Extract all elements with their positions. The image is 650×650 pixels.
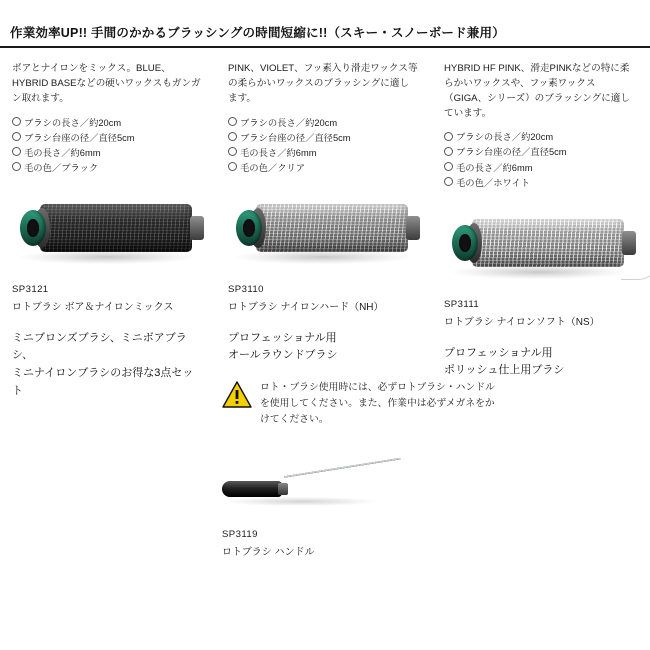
circle-bullet-icon — [228, 147, 237, 156]
brush-body — [256, 204, 408, 252]
brush-end-cap — [236, 210, 262, 246]
warning-text: ロト・ブラシ使用時には、必ずロトブラシ・ハンドルを使用してください。また、作業中は必ずメガネをかけてください。 — [260, 382, 495, 425]
spec-item — [228, 131, 418, 146]
circle-bullet-icon — [228, 162, 237, 171]
spec-text: 毛の長さ／約6mm — [240, 147, 317, 158]
spec-item — [228, 146, 418, 161]
product-column-2 — [216, 62, 432, 400]
image-shadow — [22, 250, 192, 264]
brush-body — [472, 219, 624, 267]
usage-line-2: ポリッシュ仕上用ブラシ — [444, 364, 565, 377]
model-code: SP3110 — [228, 283, 264, 295]
spec-list — [12, 116, 202, 176]
spec-text: 毛の色／ホワイト — [456, 177, 531, 188]
product-image-wrap — [12, 192, 202, 278]
rotary-brush-clear-icon — [230, 200, 416, 260]
usage-text — [444, 345, 634, 380]
model-name: ロトブラシ ナイロンハード（NH） — [228, 301, 384, 313]
page-header — [0, 18, 650, 48]
usage-line-2: オールラウンドブラシ — [228, 349, 338, 362]
circle-bullet-icon — [228, 117, 237, 126]
spec-item — [228, 116, 418, 131]
product-description: PINK、VIOLET、フッ素入り滑走ワックス等の柔らかいワックスのブラッシングに適します。 — [228, 63, 418, 104]
spec-item — [228, 161, 418, 176]
handle-product — [222, 445, 482, 558]
page-title: 作業効率UP!! 手間のかかるブラッシングの時間短縮に!!（スキー・スノーボード兼用） — [10, 26, 505, 40]
circle-bullet-icon — [444, 162, 453, 171]
usage-line-1: ミニブロンズブラシ、ミニボアブラシ、 — [12, 331, 187, 362]
model-name: ロトブラシ ハンドル — [222, 547, 315, 558]
spec-item — [12, 146, 202, 161]
spec-item — [444, 161, 634, 176]
circle-bullet-icon — [444, 177, 453, 186]
usage-text — [12, 330, 202, 400]
product-description: ボアとナイロンをミックス。BLUE、HYBRID BASEなどの硬いワックスもガンガン取れます。 — [12, 63, 201, 104]
product-description: HYBRID HF PINK、滑走PINKなどの特に柔らかいワックスや、フッ素ワックス（GIGA、シリーズ）のブラッシングに適しています。 — [444, 63, 630, 119]
usage-line-1: プロフェッショナル用 — [228, 331, 337, 344]
spec-text: 毛の色／ブラック — [24, 162, 99, 173]
spec-text: 毛の色／クリア — [240, 162, 306, 173]
usage-line-1: プロフェッショナル用 — [444, 346, 553, 359]
brush-end-cap — [452, 225, 478, 261]
circle-bullet-icon — [228, 132, 237, 141]
product-columns — [0, 62, 650, 400]
handle-grip — [222, 481, 282, 497]
usage-line-2: ミニナイロンブラシのお得な3点セット — [12, 366, 194, 397]
warning-notice — [222, 380, 502, 428]
rotary-brush-handle-icon — [222, 445, 452, 525]
brush-tip — [406, 216, 420, 240]
image-shadow — [226, 497, 376, 506]
product-image-wrap — [444, 207, 634, 293]
model-name: ロトブラシ ナイロンソフト（NS） — [444, 316, 600, 328]
circle-bullet-icon — [12, 132, 21, 141]
circle-bullet-icon — [444, 132, 453, 141]
spec-item — [444, 145, 634, 160]
brush-end-cap — [20, 210, 46, 246]
spec-text: ブラシ台座の径／直径5cm — [24, 132, 135, 143]
spec-item — [444, 130, 634, 145]
model-code: SP3111 — [444, 298, 480, 310]
model-code: SP3121 — [12, 283, 49, 295]
circle-bullet-icon — [12, 162, 21, 171]
handle-shaft — [282, 447, 402, 489]
usage-text — [228, 330, 418, 365]
spec-text: 毛の長さ／約6mm — [456, 162, 533, 173]
rotary-brush-white-icon — [446, 215, 632, 275]
spec-text: 毛の長さ／約6mm — [24, 147, 101, 158]
spec-text: ブラシ台座の径／直径5cm — [456, 147, 567, 158]
product-column-1 — [0, 62, 216, 400]
warning-triangle-icon — [222, 381, 252, 408]
spec-text: ブラシの長さ／約20cm — [240, 117, 338, 128]
spec-list — [228, 116, 418, 176]
spec-text: ブラシの長さ／約20cm — [456, 132, 554, 143]
image-shadow — [238, 250, 408, 264]
circle-bullet-icon — [12, 147, 21, 156]
spec-list — [444, 130, 634, 190]
spec-item — [12, 116, 202, 131]
spec-text: ブラシの長さ／約20cm — [24, 117, 122, 128]
brush-tip — [190, 216, 204, 240]
model-code: SP3119 — [222, 529, 258, 540]
product-image-wrap — [228, 192, 418, 278]
product-column-3 — [432, 62, 648, 400]
spec-text: ブラシ台座の径／直径5cm — [240, 132, 351, 143]
model-name: ロトブラシ ボア＆ナイロンミックス — [12, 301, 174, 313]
spec-item — [12, 161, 202, 176]
spec-item — [12, 131, 202, 146]
circle-bullet-icon — [444, 147, 453, 156]
spec-item — [444, 176, 634, 191]
brush-wire — [621, 239, 650, 280]
brush-body — [40, 204, 192, 252]
circle-bullet-icon — [12, 117, 21, 126]
image-shadow — [454, 265, 624, 279]
rotary-brush-black-icon — [14, 200, 200, 260]
